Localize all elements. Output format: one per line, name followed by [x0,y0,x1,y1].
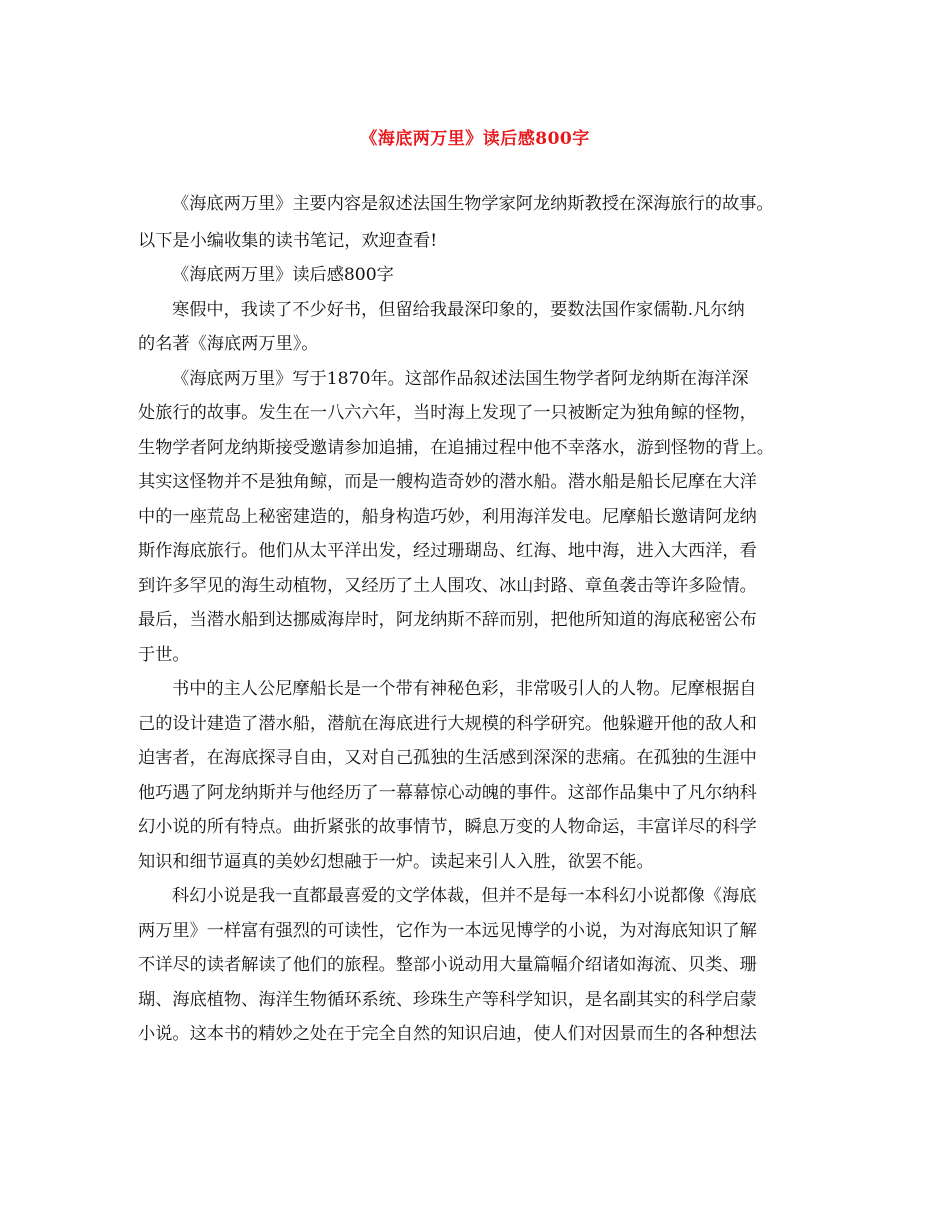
document-title: 《海底两万里》读后感800字 [360,129,590,149]
paragraph-line: 己的设计建造了潜水船，潜航在海底进行大规模的科学研究。他躲避开他的敌人和 [138,714,757,734]
paragraph-line: 其实这怪物并不是独角鲸，而是一艘构造奇妙的潜水船。潜水船是船长尼摩在大洋 [138,472,757,492]
paragraph-line: 幻小说的所有特点。曲折紧张的故事情节，瞬息万变的人物命运，丰富详尽的科学 [138,817,757,837]
paragraph-line: 迫害者，在海底探寻自由，又对自己孤独的生活感到深深的悲痛。在孤独的生涯中 [138,748,757,768]
paragraph-line: 寒假中，我读了不少好书，但留给我最深印象的，要数法国作家儒勒.凡尔纳 [172,300,745,320]
paragraph-line: 科幻小说是我一直都最喜爱的文学体裁，但并不是每一本科幻小说都像《海底 [172,886,757,906]
paragraph-line: 不详尽的读者解读了他们的旅程。整部小说动用大量篇幅介绍诸如海流、贝类、珊 [138,955,757,975]
paragraph-line: 最后，当潜水船到达挪威海岸时，阿龙纳斯不辞而别，把他所知道的海底秘密公布 [138,610,757,630]
paragraph-line: 瑚、海底植物、海洋生物循环系统、珍珠生产等科学知识，是名副其实的科学启蒙 [138,990,757,1010]
paragraph-line: 处旅行的故事。发生在一八六六年，当时海上发现了一只被断定为独角鲸的怪物， [138,403,757,423]
paragraph-line: 斯作海底旅行。他们从太平洋出发，经过珊瑚岛、红海、地中海，进入大西洋，看 [138,541,757,561]
paragraph-line: 两万里》一样富有强烈的可读性，它作为一本远见博学的小说，为对海底知识了解 [138,921,757,941]
paragraph-line: 《海底两万里》读后感800字 [172,265,394,285]
paragraph-line: 知识和细节逼真的美妙幻想融于一炉。读起来引人入胜，欲罢不能。 [138,852,654,872]
paragraph-line: 到许多罕见的海生动植物，又经历了土人围攻、冰山封路、章鱼袭击等许多险情。 [138,576,757,596]
paragraph-line: 于世。 [138,645,190,665]
paragraph-line: 生物学者阿龙纳斯接受邀请参加追捕，在追捕过程中他不幸落水，游到怪物的背上。 [138,438,774,458]
paragraph-line: 《海底两万里》主要内容是叙述法国生物学家阿龙纳斯教授在深海旅行的故事。 [172,194,774,214]
paragraph-line: 《海底两万里》写于1870年。这部作品叙述法国生物学者阿龙纳斯在海洋深 [172,369,749,389]
paragraph-line: 小说。这本书的精妙之处在于完全自然的知识启迪，使人们对因景而生的各种想法 [138,1024,757,1044]
paragraph-line: 中的一座荒岛上秘密建造的，船身构造巧妙，利用海洋发电。尼摩船长邀请阿龙纳 [138,507,757,527]
paragraph-line: 以下是小编收集的读书笔记，欢迎查看! [138,231,438,251]
paragraph-line: 的名著《海底两万里》。 [138,334,319,354]
paragraph-line: 他巧遇了阿龙纳斯并与他经历了一幕幕惊心动魄的事件。这部作品集中了凡尔纳科 [138,783,757,803]
paragraph-line: 书中的主人公尼摩船长是一个带有神秘色彩，非常吸引人的人物。尼摩根据自 [172,679,757,699]
